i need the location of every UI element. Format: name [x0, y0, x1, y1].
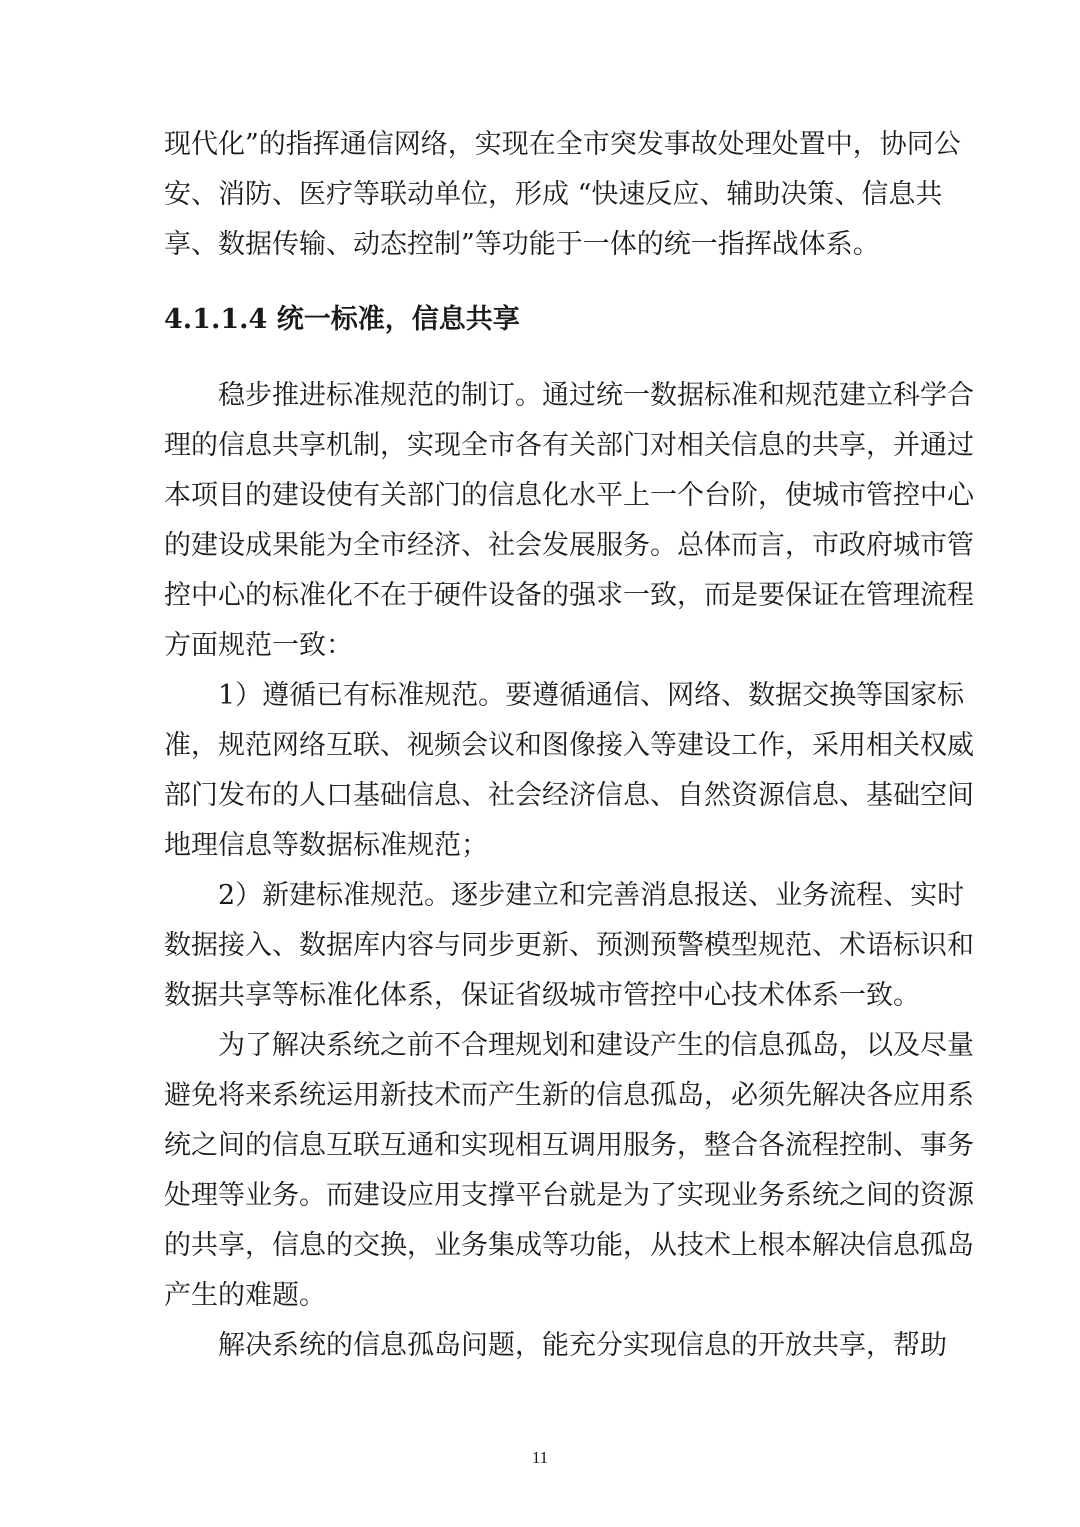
paragraph-0-line-3: 享、数据传输、动态控制”等功能于一体的统一指挥战体系。	[164, 229, 880, 260]
paragraph-0-line-1: 现代化”的指挥通信网络，实现在全市突发事故处理处置中，协同公	[164, 129, 961, 160]
paragraph-4-line-3: 统之间的信息互联互通和实现相互调用服务，整合各流程控制、事务	[164, 1130, 974, 1161]
paragraph-1-line-4: 的建设成果能为全市经济、社会发展服务。总体而言，市政府城市管	[164, 530, 974, 561]
paragraph-2-line-1: 1）遵循已有标准规范。要遵循通信、网络、数据交换等国家标	[218, 680, 965, 711]
paragraph-1-line-6: 方面规范一致：	[164, 630, 353, 661]
paragraph-1-line-1: 稳步推进标准规范的制订。通过统一数据标准和规范建立科学合	[218, 380, 974, 411]
paragraph-1-line-2: 理的信息共享机制，实现全市各有关部门对相关信息的共享，并通过	[164, 430, 974, 461]
paragraph-4-line-2: 避免将来系统运用新技术而产生新的信息孤岛，必须先解决各应用系	[164, 1080, 974, 1111]
paragraph-2-line-3: 部门发布的人口基础信息、社会经济信息、自然资源信息、基础空间	[164, 780, 974, 811]
paragraph-2-line-2: 准，规范网络互联、视频会议和图像接入等建设工作，采用相关权威	[164, 730, 974, 761]
page-number: 11	[531, 1448, 549, 1467]
paragraph-3-line-1: 2）新建标准规范。逐步建立和完善消息报送、业务流程、实时	[218, 880, 965, 911]
paragraph-4-line-5: 的共享，信息的交换，业务集成等功能，从技术上根本解决信息孤岛	[164, 1230, 974, 1261]
paragraph-3-line-2: 数据接入、数据库内容与同步更新、预测预警模型规范、术语标识和	[164, 930, 974, 961]
paragraph-0-line-2: 安、消防、医疗等联动单位，形成 “快速反应、辅助决策、信息共	[164, 179, 943, 210]
paragraph-4-line-4: 处理等业务。而建设应用支撑平台就是为了实现业务系统之间的资源	[164, 1180, 974, 1211]
paragraph-1-line-5: 控中心的标准化不在于硬件设备的强求一致，而是要保证在管理流程	[164, 580, 974, 611]
paragraph-4-line-1: 为了解决系统之前不合理规划和建设产生的信息孤岛，以及尽量	[218, 1030, 974, 1061]
paragraph-3-line-3: 数据共享等标准化体系，保证省级城市管控中心技术体系一致。	[164, 980, 920, 1011]
paragraph-5-line-1: 解决系统的信息孤岛问题，能充分实现信息的开放共享，帮助	[218, 1330, 947, 1361]
paragraph-2-line-4: 地理信息等数据标准规范；	[164, 830, 488, 861]
section-heading: 4.1.1.4 统一标准，信息共享	[164, 304, 520, 335]
paragraph-4-line-6: 产生的难题。	[164, 1280, 326, 1311]
paragraph-1-line-3: 本项目的建设使有关部门的信息化水平上一个台阶，使城市管控中心	[164, 480, 974, 511]
